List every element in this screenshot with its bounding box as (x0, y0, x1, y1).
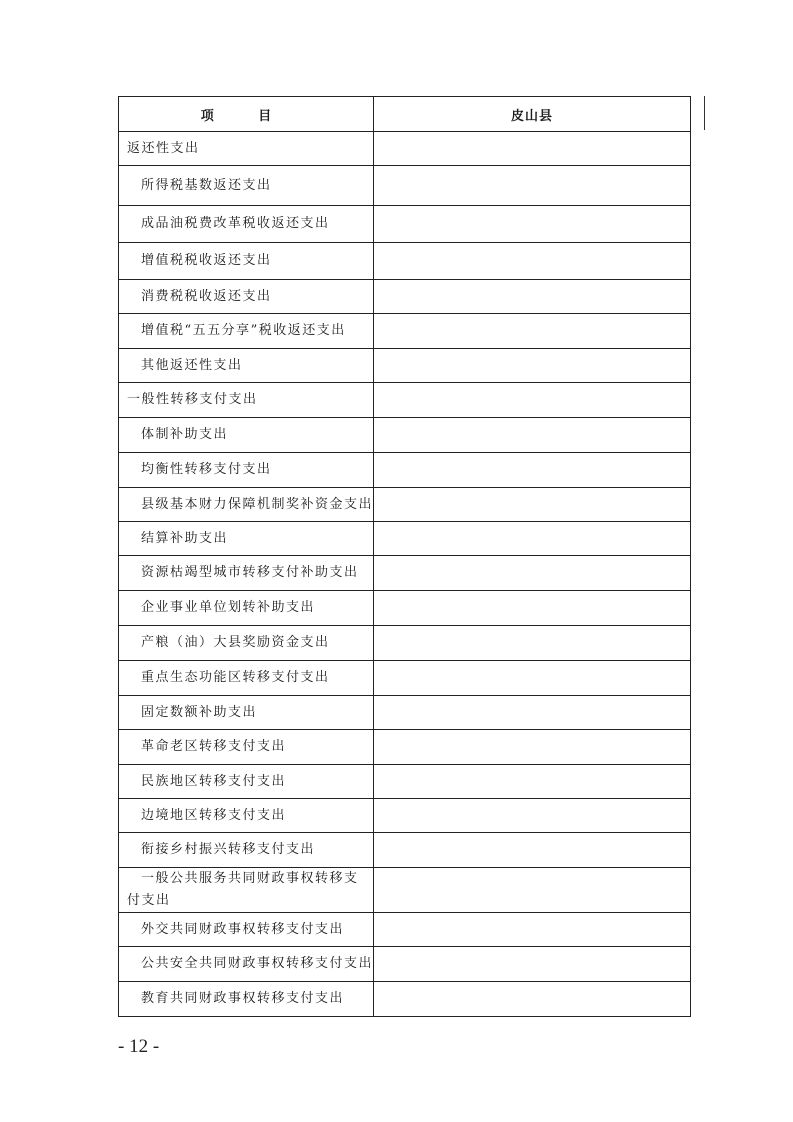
row-label: 边境地区转移支付支出 (119, 799, 374, 833)
table-row (119, 799, 691, 833)
row-value-county (374, 799, 691, 833)
row-label: 均衡性转移支付支出 (119, 453, 374, 488)
row-value-county (374, 947, 691, 982)
table-row (119, 626, 691, 661)
row-value-county (374, 765, 691, 799)
budget-table (118, 96, 691, 1017)
row-value-county (374, 314, 691, 349)
table-row (119, 947, 691, 982)
table-row (119, 696, 691, 730)
row-value-county (374, 418, 691, 453)
margin-mark (704, 96, 705, 130)
row-value-county (374, 383, 691, 418)
row-label: 体制补助支出 (119, 418, 374, 453)
row-label: 返还性支出 (119, 132, 374, 166)
table-row (119, 730, 691, 765)
row-value-county (374, 132, 691, 166)
row-label: 增值税税收返还支出 (119, 243, 374, 280)
table-row (119, 765, 691, 799)
row-label: 其他返还性支出 (119, 349, 374, 383)
table-row (119, 522, 691, 556)
table-row (119, 132, 691, 166)
table-row (119, 453, 691, 488)
row-label: 一般性转移支付支出 (119, 383, 374, 418)
table-row (119, 982, 691, 1017)
row-value-county (374, 453, 691, 488)
table-row (119, 349, 691, 383)
table-row (119, 661, 691, 696)
row-label: 资源枯竭型城市转移支付补助支出 (119, 556, 374, 591)
row-value-county (374, 166, 691, 206)
table-body (119, 132, 691, 1017)
table-row (119, 556, 691, 591)
row-value-county (374, 661, 691, 696)
row-value-county (374, 206, 691, 243)
table-row (119, 488, 691, 522)
row-value-county (374, 591, 691, 626)
table-row (119, 868, 691, 913)
row-label: 消费税税收返还支出 (119, 280, 374, 314)
table-row (119, 314, 691, 349)
row-label: 结算补助支出 (119, 522, 374, 556)
table-row (119, 383, 691, 418)
table-row (119, 206, 691, 243)
row-value-county (374, 696, 691, 730)
row-label: 固定数额补助支出 (119, 696, 374, 730)
row-label: 增值税“五五分享”税收返还支出 (119, 314, 374, 349)
row-value-county (374, 833, 691, 868)
row-value-county (374, 730, 691, 765)
row-label: 外交共同财政事权转移支付支出 (119, 913, 374, 947)
column-header-item: 项 目 (119, 97, 374, 132)
table-row (119, 913, 691, 947)
table-row (119, 280, 691, 314)
table-row (119, 591, 691, 626)
row-value-county (374, 522, 691, 556)
row-label: 县级基本财力保障机制奖补资金支出 (119, 488, 374, 522)
row-label: 企业事业单位划转补助支出 (119, 591, 374, 626)
row-value-county (374, 868, 691, 913)
page-number: - 12 - (118, 1036, 160, 1057)
table-row (119, 418, 691, 453)
row-value-county (374, 280, 691, 314)
table-header-row (119, 97, 691, 132)
row-label: 一般公共服务共同财政事权转移支付支出 (119, 868, 374, 913)
row-value-county (374, 913, 691, 947)
column-header-county: 皮山县 (374, 97, 691, 132)
row-value-county (374, 488, 691, 522)
row-label: 成品油税费改革税收返还支出 (119, 206, 374, 243)
row-label: 公共安全共同财政事权转移支付支出 (119, 947, 374, 982)
row-label: 所得税基数返还支出 (119, 166, 374, 206)
row-label: 衔接乡村振兴转移支付支出 (119, 833, 374, 868)
table-row (119, 833, 691, 868)
row-label: 重点生态功能区转移支付支出 (119, 661, 374, 696)
row-value-county (374, 243, 691, 280)
row-value-county (374, 626, 691, 661)
row-label: 产粮（油）大县奖励资金支出 (119, 626, 374, 661)
row-label: 民族地区转移支付支出 (119, 765, 374, 799)
row-label: 革命老区转移支付支出 (119, 730, 374, 765)
row-value-county (374, 982, 691, 1017)
row-label: 教育共同财政事权转移支付支出 (119, 982, 374, 1017)
table-row (119, 243, 691, 280)
row-value-county (374, 349, 691, 383)
table-row (119, 166, 691, 206)
row-value-county (374, 556, 691, 591)
